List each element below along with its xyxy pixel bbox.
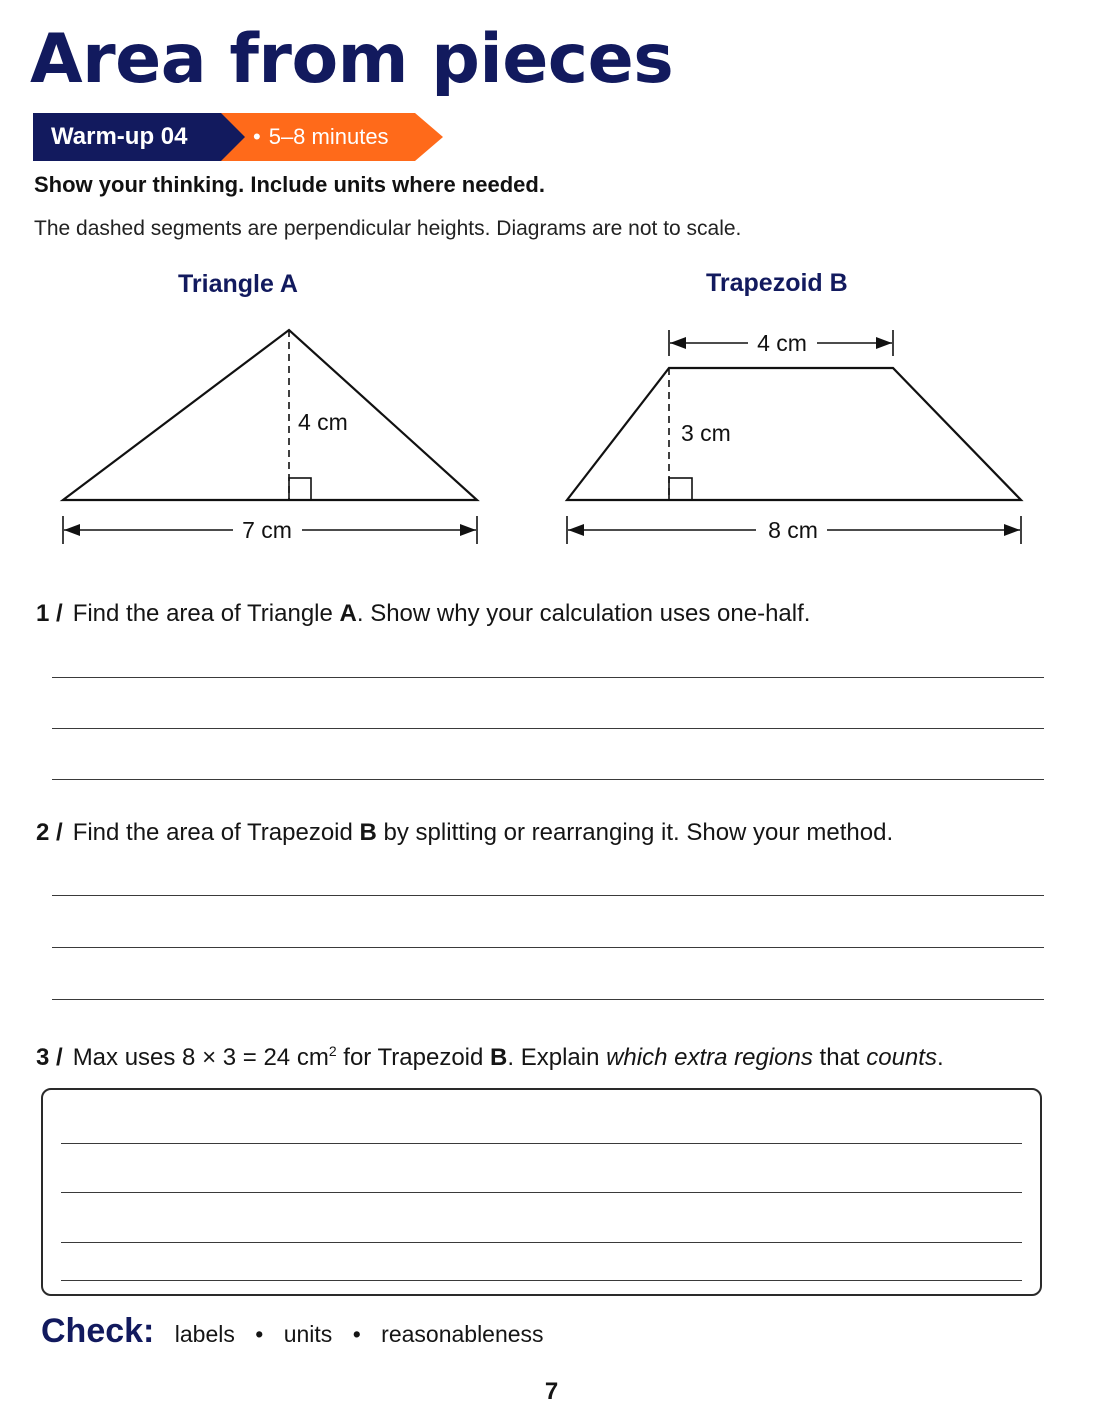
warmup-banner <box>33 113 443 161</box>
question-number: 1 / <box>36 600 63 627</box>
trapezoid-height-label: 3 cm <box>681 420 731 446</box>
trapezoid-base-label: 8 cm <box>768 517 818 543</box>
answer-line[interactable] <box>52 728 1044 729</box>
answer-line[interactable] <box>52 779 1044 780</box>
question-3 <box>36 1043 944 1072</box>
question-1 <box>36 600 810 628</box>
page-title: Area from pieces <box>30 20 674 99</box>
triangle-base-label: 7 cm <box>242 517 292 543</box>
triangle-diagram <box>50 318 500 552</box>
checklist <box>41 1312 544 1351</box>
arrowhead-right-icon <box>1004 524 1020 536</box>
question-text: Find the area of Triangle <box>72 600 340 627</box>
answer-line[interactable] <box>61 1143 1022 1144</box>
question-text: Find the area of Trapezoid <box>72 819 360 846</box>
arrowhead-left-icon <box>568 524 584 536</box>
triangle-height-label: 4 cm <box>298 409 348 435</box>
check-label: Check: <box>41 1312 155 1350</box>
arrowhead-right-icon <box>876 337 892 349</box>
question-text: . <box>936 1044 944 1071</box>
question-2 <box>36 819 893 847</box>
answer-line[interactable] <box>52 895 1044 896</box>
diagram-note: The dashed segments are perpendicular heights. Diagrams are not to scale. <box>34 217 742 240</box>
answer-line[interactable] <box>52 999 1044 1000</box>
right-angle-marker <box>289 478 311 500</box>
right-angle-marker <box>669 478 692 500</box>
question-text-italic: counts <box>866 1044 937 1071</box>
question-number: 3 / <box>36 1044 63 1071</box>
check-item: labels <box>174 1321 235 1347</box>
arrowhead-right-icon <box>460 524 476 536</box>
question-text: that <box>812 1044 867 1071</box>
question-text: by splitting or rearranging it. Show your method. <box>376 819 894 846</box>
answer-line[interactable] <box>52 947 1044 948</box>
question-number: 2 / <box>36 819 63 846</box>
answer-line[interactable] <box>52 677 1044 678</box>
trapezoid-top-label: 4 cm <box>757 330 807 356</box>
answer-line[interactable] <box>61 1192 1022 1193</box>
instruction: Show your thinking. Include units where needed. <box>34 172 545 197</box>
arrowhead-left-icon <box>64 524 80 536</box>
page-number: 7 <box>544 1378 559 1405</box>
question-text: Max uses 8 × 3 = 24 cm <box>72 1044 329 1071</box>
question-text: . Explain <box>507 1044 607 1071</box>
question-text-bold: A <box>339 600 357 627</box>
triangle-title: Triangle A <box>178 270 298 298</box>
bullet-icon: • <box>352 1321 361 1347</box>
check-item: units <box>283 1321 333 1347</box>
answer-line[interactable] <box>61 1242 1022 1243</box>
question-text: . Show why your calculation uses one-half. <box>356 600 811 627</box>
warmup-time <box>253 113 389 161</box>
check-item: reasonableness <box>381 1321 544 1347</box>
triangle-shape <box>63 330 477 500</box>
answer-line[interactable] <box>61 1280 1022 1281</box>
question-text-bold: B <box>490 1044 508 1071</box>
arrowhead-left-icon <box>670 337 686 349</box>
trapezoid-title: Trapezoid B <box>706 269 848 297</box>
question-text-bold: B <box>359 819 377 846</box>
bullet-icon: • <box>255 1321 264 1347</box>
superscript: 2 <box>328 1043 337 1059</box>
time-text: 5–8 minutes <box>268 124 389 149</box>
bullet-icon: • <box>253 124 261 149</box>
answer-box[interactable] <box>41 1088 1042 1296</box>
trapezoid-diagram <box>555 318 1035 552</box>
question-text: for Trapezoid <box>336 1044 491 1071</box>
warmup-label: Warm-up 04 <box>51 123 188 150</box>
question-text-italic: which extra regions <box>606 1044 813 1071</box>
trapezoid-shape <box>567 368 1021 500</box>
